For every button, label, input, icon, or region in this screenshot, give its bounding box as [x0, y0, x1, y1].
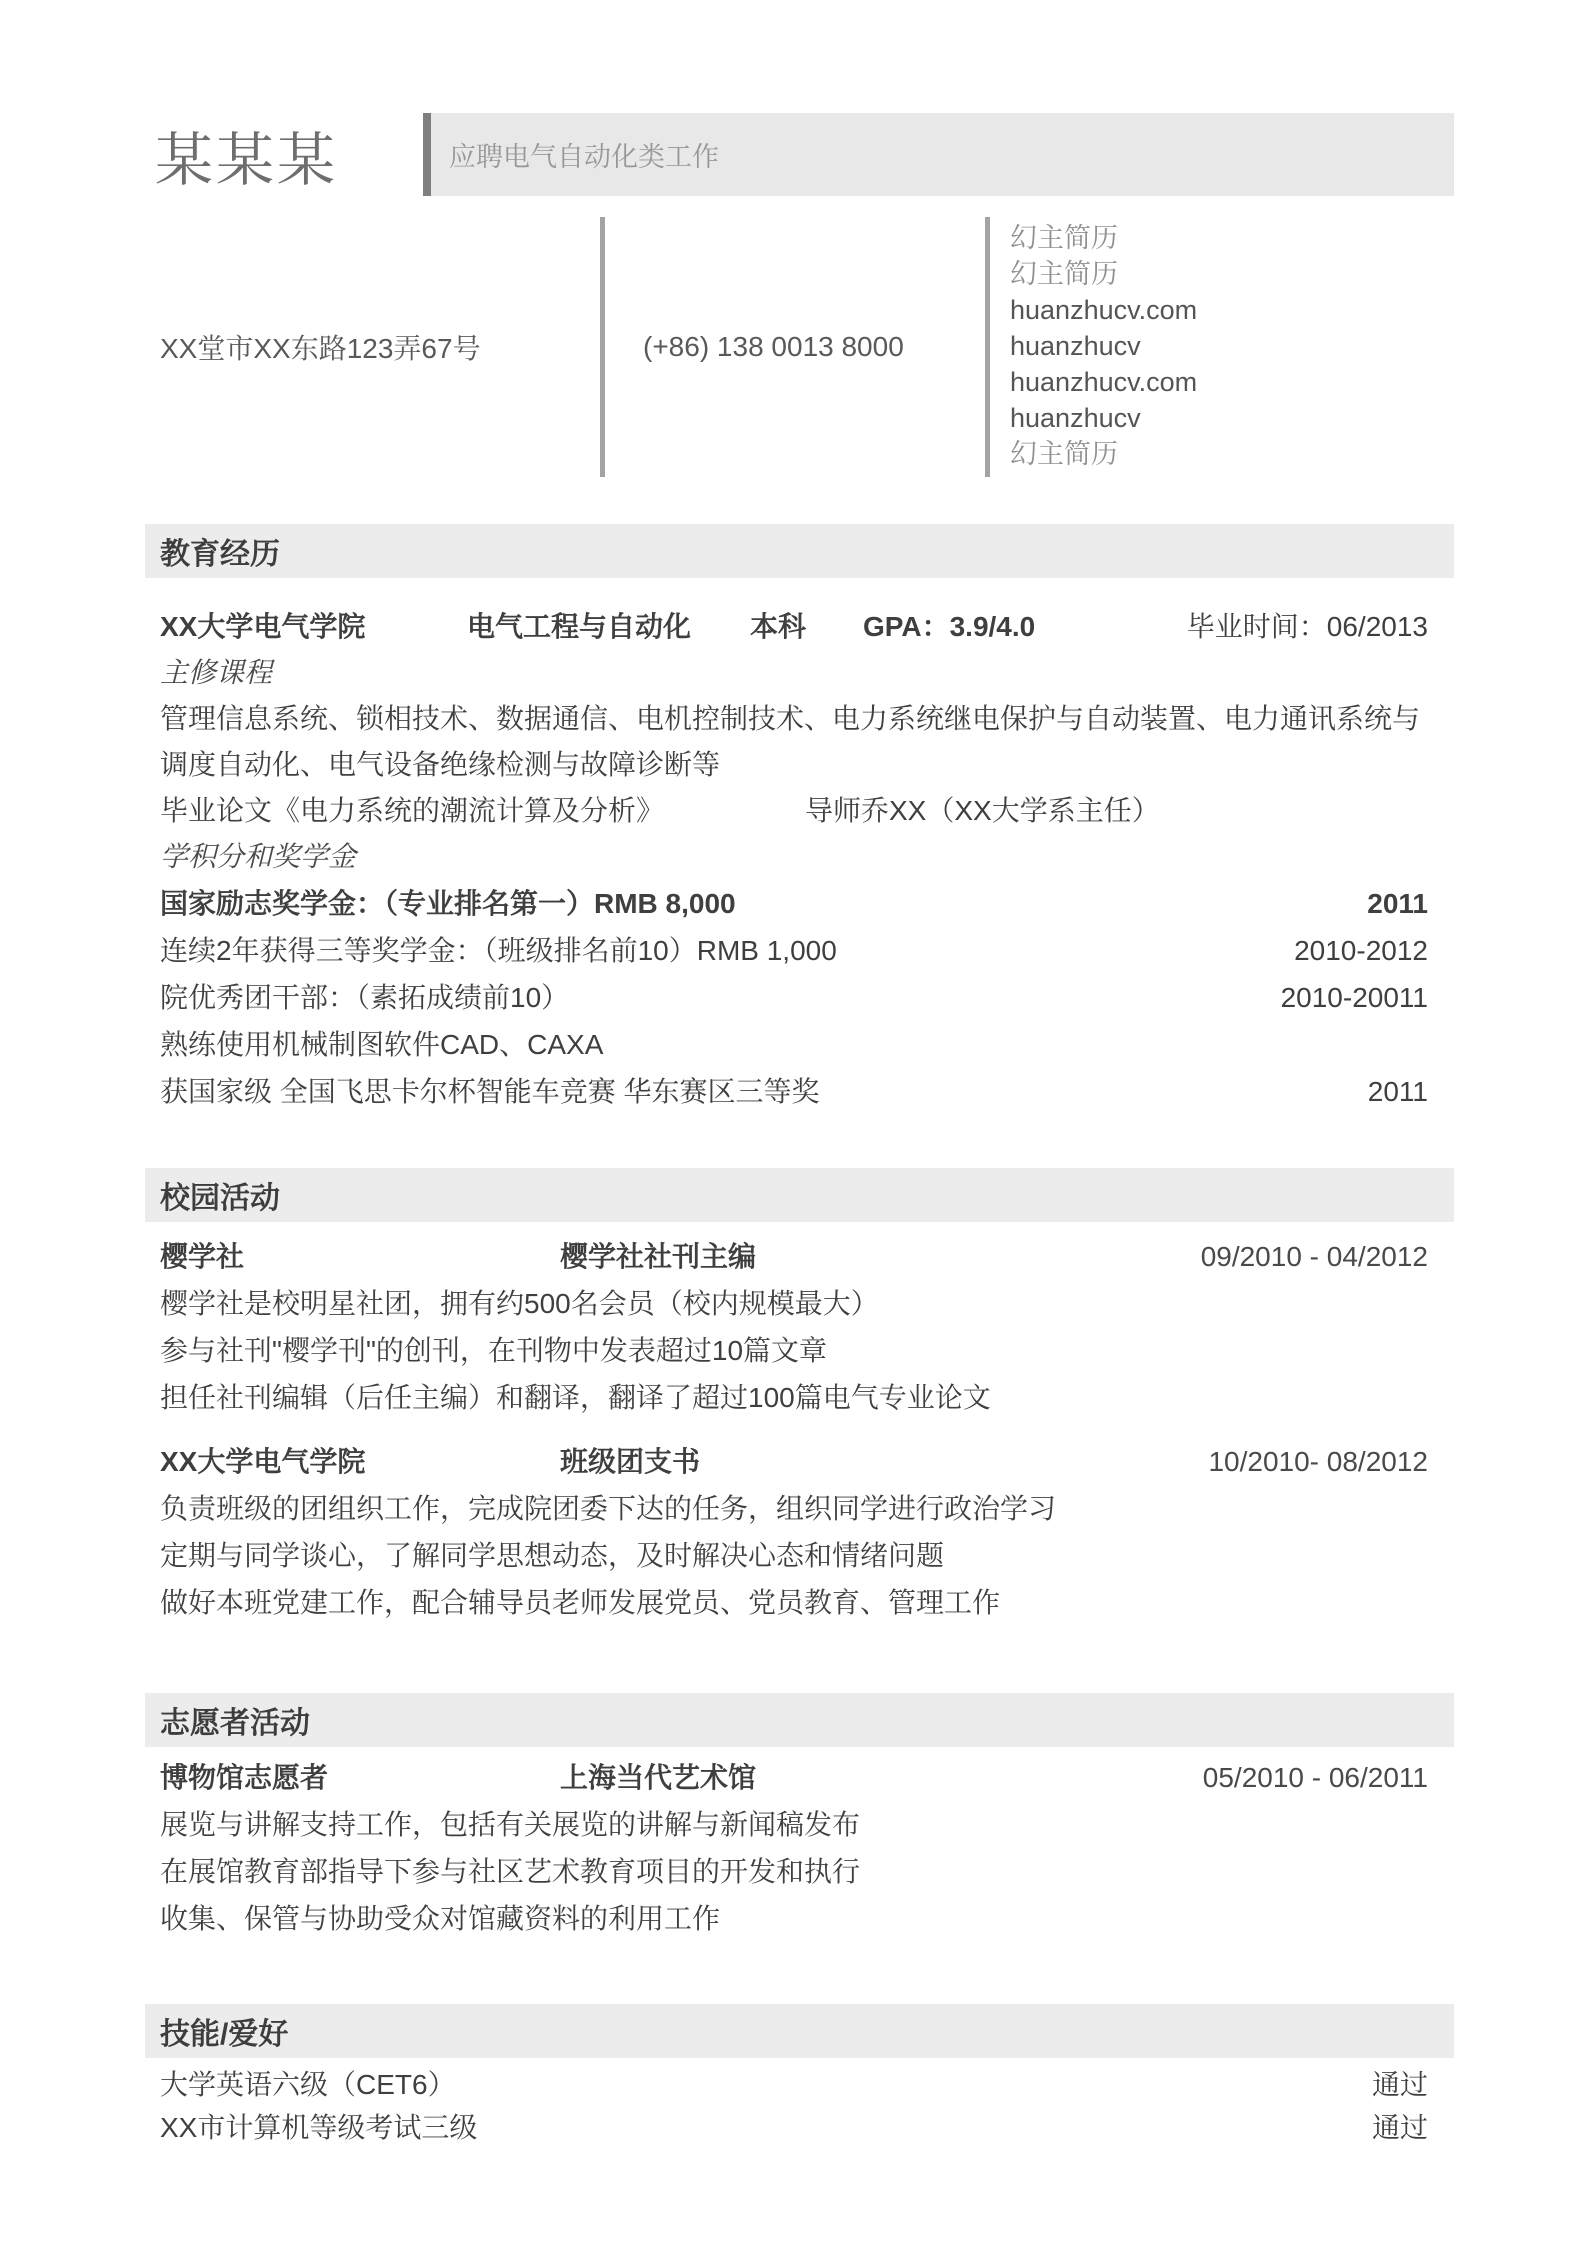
- awards-label: 学积分和奖学金: [160, 841, 357, 872]
- activity-entry-header: [160, 1755, 1428, 1801]
- award-text: 国家励志奖学金：（专业排名第一）RMB 8,000: [160, 888, 736, 919]
- thesis-line: [160, 788, 1428, 834]
- skills-content: [160, 2063, 1428, 2149]
- role-title: 班级团支书: [560, 1446, 701, 1477]
- award-date: 2011: [1367, 1076, 1428, 1107]
- section-header-campus: [145, 1168, 1454, 1222]
- award-date: 2010-2012: [1294, 935, 1428, 966]
- role-title: 樱学社社刊主编: [560, 1241, 757, 1272]
- award-date: 2011: [1367, 888, 1428, 919]
- job-objective-box: [423, 113, 1454, 196]
- link-item: 幻主简历: [1010, 223, 1118, 253]
- role-title: 上海当代艺术馆: [560, 1762, 757, 1793]
- section-title: 教育经历: [160, 538, 280, 571]
- activity-detail: 负责班级的团组织工作，完成院团委下达的任务，组织同学进行政治学习: [160, 1493, 1057, 1524]
- courses-text: 管理信息系统、锁相技术、数据通信、电机控制技术、电力系统继电保护与自动装置、电力通讯系统与调度自动化、电气设备绝缘检测与故障诊断等: [160, 703, 1421, 780]
- activity-detail: 樱学社是校明星社团，拥有约500名会员（校内规模最大）: [160, 1288, 879, 1319]
- award-row: [160, 880, 1428, 927]
- skill-row: [160, 2106, 1428, 2149]
- contact-row: [160, 217, 1454, 477]
- link-item: huanzhucv.com: [1010, 295, 1198, 325]
- skill-status: 通过: [1371, 2112, 1428, 2143]
- thesis-advisor: 导师乔XX（XX大学系主任）: [805, 795, 1160, 826]
- contact-phone: (+86) 138 0013 8000: [643, 331, 904, 362]
- activity-entry-header: [160, 1439, 1428, 1485]
- award-text: 熟练使用机械制图软件CAD、CAXA: [160, 1029, 604, 1060]
- major-name: 电气工程与自动化: [467, 611, 692, 642]
- link-item: 幻主简历: [1010, 439, 1118, 469]
- school-name: XX大学电气学院: [160, 611, 366, 642]
- award-row: [160, 1021, 1428, 1068]
- candidate-name: 某某某: [155, 127, 339, 193]
- organization-name: 樱学社: [160, 1241, 245, 1272]
- award-text: 获国家级 全国飞思卡尔杯智能车竞赛 华东赛区三等奖: [160, 1076, 820, 1107]
- volunteer-content: [160, 1755, 1428, 1942]
- date-range: 05/2010 - 06/2011: [1202, 1762, 1428, 1793]
- thesis-title: 毕业论文《电力系统的潮流计算及分析》: [160, 795, 665, 826]
- skill-text: XX市计算机等级考试三级: [160, 2112, 478, 2143]
- section-header-education: [145, 524, 1454, 578]
- award-date: 2010-20011: [1280, 982, 1428, 1013]
- degree-level: 本科: [750, 611, 807, 642]
- activity-detail: 在展馆教育部指导下参与社区艺术教育项目的开发和执行: [160, 1856, 861, 1887]
- award-row: [160, 927, 1428, 974]
- section-header-volunteer: [145, 1693, 1454, 1747]
- activity-entry-header: [160, 1234, 1428, 1280]
- link-item: huanzhucv.com: [1010, 367, 1198, 397]
- activity-detail: 做好本班党建工作，配合辅导员老师发展党员、党员教育、管理工作: [160, 1587, 1001, 1618]
- resume-header: [155, 113, 1454, 196]
- award-row: [160, 1068, 1428, 1115]
- activity-detail: 定期与同学谈心，了解同学思想动态，及时解决心态和情绪问题: [160, 1540, 945, 1571]
- education-degree-line: [160, 604, 1428, 650]
- skill-status: 通过: [1371, 2069, 1428, 2100]
- date-range: 09/2010 - 04/2012: [1200, 1241, 1428, 1272]
- gpa-value: GPA：3.9/4.0: [863, 611, 1036, 642]
- section-header-skills: [145, 2004, 1454, 2058]
- contact-links: [990, 217, 1454, 477]
- campus-content: [160, 1234, 1428, 1626]
- courses-label: 主修课程: [160, 657, 273, 688]
- contact-address: XX堂市XX东路123弄67号: [160, 333, 481, 364]
- link-item: huanzhucv: [1010, 403, 1141, 433]
- section-title: 技能/爱好: [160, 2018, 289, 2051]
- award-text: 院优秀团干部：（素拓成绩前10）: [160, 982, 570, 1013]
- education-content: [160, 604, 1428, 1115]
- activity-detail: 参与社刊"樱学刊"的创刊，在刊物中发表超过10篇文章: [160, 1335, 828, 1366]
- link-item: huanzhucv: [1010, 331, 1141, 361]
- organization-name: XX大学电气学院: [160, 1446, 366, 1477]
- section-title: 校园活动: [160, 1182, 280, 1215]
- organization-name: 博物馆志愿者: [160, 1762, 329, 1793]
- section-title: 志愿者活动: [160, 1707, 310, 1740]
- date-range: 10/2010- 08/2012: [1208, 1446, 1428, 1477]
- activity-detail: 收集、保管与协助受众对馆藏资料的利用工作: [160, 1903, 721, 1934]
- activity-detail: 担任社刊编辑（后任主编）和翻译，翻译了超过100篇电气专业论文: [160, 1382, 991, 1413]
- award-text: 连续2年获得三等奖学金：（班级排名前10）RMB 1,000: [160, 935, 837, 966]
- skill-text: 大学英语六级（CET6）: [160, 2069, 456, 2100]
- job-objective: 应聘电气自动化类工作: [449, 142, 719, 172]
- graduation-date: 毕业时间：06/2013: [1186, 611, 1428, 642]
- award-row: [160, 974, 1428, 1021]
- skill-row: [160, 2063, 1428, 2106]
- activity-detail: 展览与讲解支持工作，包括有关展览的讲解与新闻稿发布: [160, 1809, 861, 1840]
- link-item: 幻主简历: [1010, 259, 1118, 289]
